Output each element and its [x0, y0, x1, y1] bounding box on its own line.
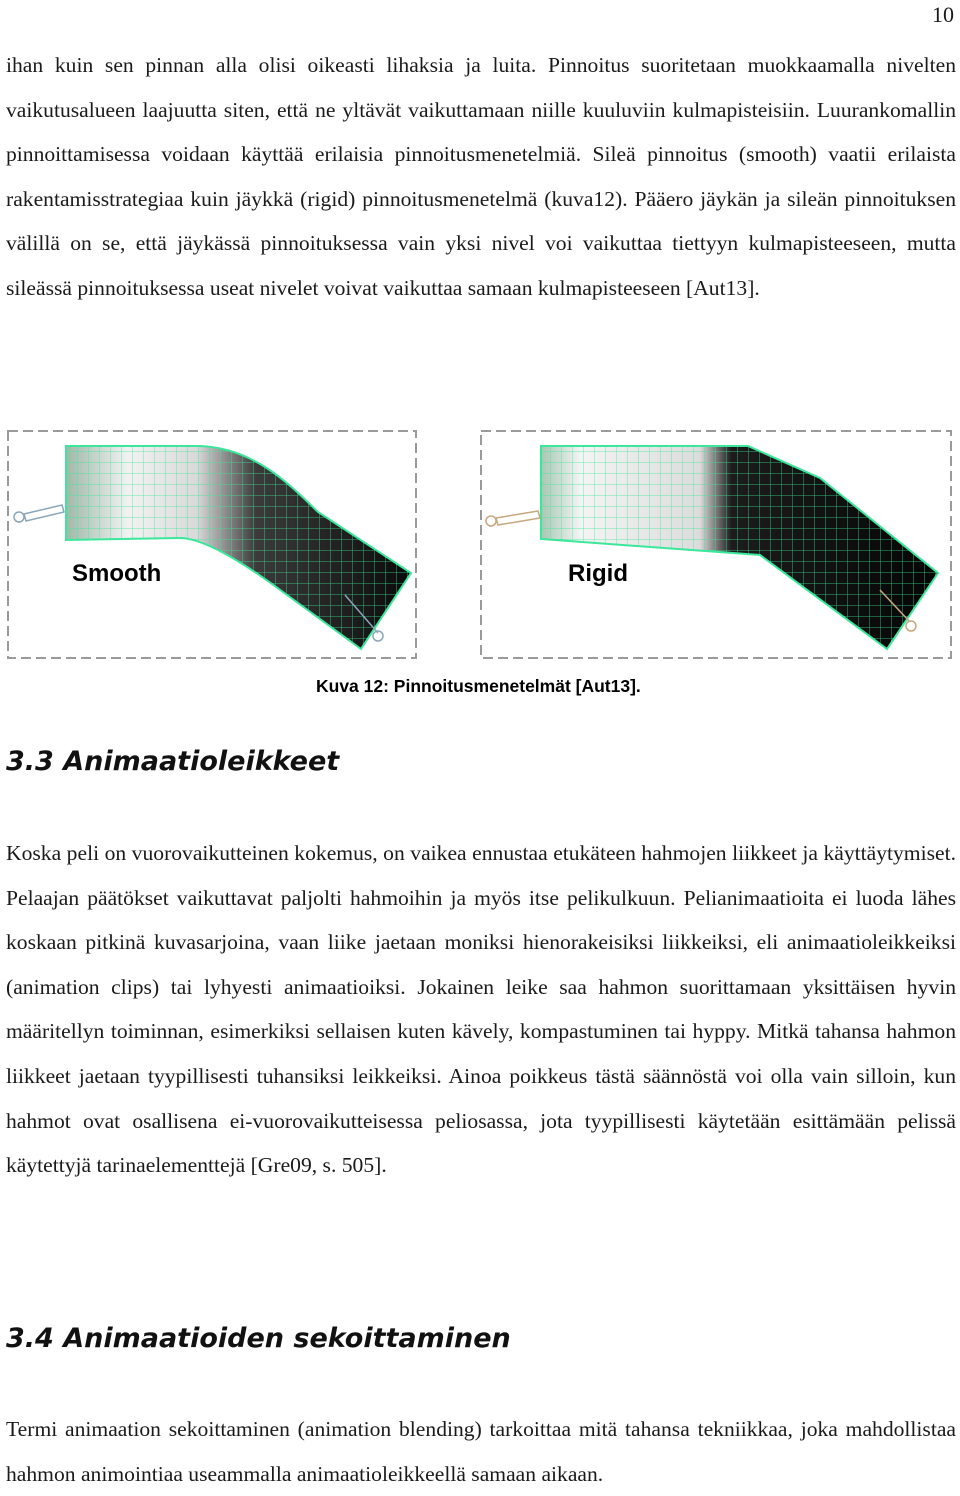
page-number: 10 [932, 2, 954, 27]
section-heading-3-4: 3.4 Animaatioiden sekoittaminen [6, 1323, 511, 1354]
smooth-mesh [66, 446, 411, 649]
rigid-label: Rigid [568, 560, 628, 587]
paragraph-animation-blending: Termi animaation sekoittaminen (animation blending) tarkoittaa mitä tahansa tekniikkaa, joka mahdollistaa hahmon animointiaa useammalla animaatioleikkeellä samaan aikaan. [6, 1417, 956, 1486]
rigid-mesh [541, 446, 938, 649]
section-heading-3-3: 3.3 Animaatioleikkeet [6, 746, 340, 777]
paragraph-skinning: ihan kuin sen pinnan alla olisi oikeasti lihaksia ja luita. Pinnoitus suoritetaan muokkaamalla nivelten vaikutusalueen laajuutta siten, että ne yltävät vaikuttamaan niille kuuluviin kulmapisteisiin. Luurankomallin pinnoittamisessa voidaan käyttää erilaisia pinnoitusmenetelmiä. Sileä pinnoitus (smooth) vaatii erilaista rakentamisstrategiaa kuin jäykkä (rigid) pinnoitusmenetelmä (kuva12). Pääero jäykän ja sileän pinnoituksen välillä on se, että jäykässä pinnoituksessa vain yksi nivel voi vaikuttaa tiettyyn kulmapisteeseen, mutta sileässä pinnoituksessa useat nivelet voivat vaikuttaa samaan kulmapisteeseen [Aut13]. [6, 53, 956, 300]
skinning-figure [0, 425, 960, 665]
figure-caption: Kuva 12: Pinnoitusmenetelmät [Aut13]. [316, 676, 641, 696]
smooth-label: Smooth [72, 560, 162, 587]
paragraph-animation-clips: Koska peli on vuorovaikutteinen kokemus, on vaikea ennustaa etukäteen hahmojen liikkeet ja käyttäytymiset. Pelaajan päätökset vaikuttavat paljolti hahmoihin ja myös itse pelikulkuun. Pelianimaatioita ei luoda lähes koskaan pitkinä kuvasarjoina, vaan liike jaetaan moniksi hienorakeisiksi liikkeiksi, eli animaatioleikkeiksi (animation clips) tai lyhyesti animaatioiksi. Jokainen leike saa hahmon suorittamaan yksittäisen hyvin määritellyn toiminnan, esimerkiksi sellaisen kuten kävely, kompastuminen tai hyppy. Mitkä tahansa hahmon liikkeet jaetaan tyypillisesti tuhansiksi leikkeiksi. Ainoa poikkeus tästä säännöstä voi olla vain silloin, kun hahmot ovat osallisena ei-vuorovaikutteisessa peliosassa, jota tyypillisesti käytetään esittämään pelissä käytettyjä tarinaelementtejä [Gre09, s. 505]. [6, 841, 956, 1178]
